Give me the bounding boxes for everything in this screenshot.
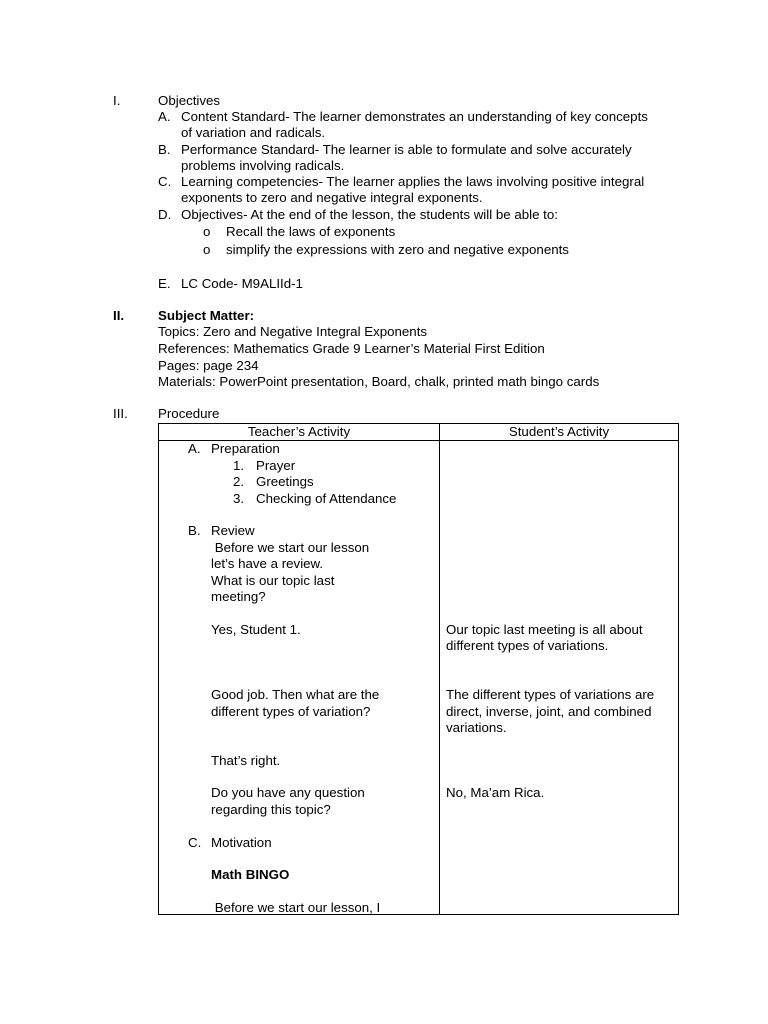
review-text-3: What is our topic last: [211, 573, 335, 588]
performance-standard-line2: problems involving radicals.: [181, 158, 345, 173]
subject-materials: Materials: PowerPoint presentation, Board, chalk, printed math bingo cards: [158, 374, 600, 389]
step-letter-b: B.: [188, 523, 201, 538]
bullet-marker: o: [203, 224, 211, 239]
subject-topics: Topics: Zero and Negative Integral Exponents: [158, 324, 428, 339]
objective-bullet-2: simplify the expressions with zero and negative exponents: [226, 242, 569, 257]
review-text-4: meeting?: [211, 589, 266, 604]
student-answer-2-line3: variations.: [446, 720, 507, 735]
list-letter-e: E.: [158, 276, 171, 291]
math-bingo-title: Math BINGO: [211, 867, 290, 882]
list-letter-d: D.: [158, 207, 172, 222]
review-text-2: let’s have a review.: [211, 556, 324, 571]
number-2: 2.: [233, 474, 245, 489]
list-letter-a: A.: [158, 109, 171, 124]
student-answer-1-line2: different types of variations.: [446, 638, 609, 653]
performance-standard-line1: Performance Standard- The learner is able to formulate and solve accurately: [181, 142, 632, 157]
student-answer-1-line1: Our topic last meeting is all about: [446, 622, 643, 637]
list-letter-b: B.: [158, 142, 171, 157]
student-answer-3: No, Ma’am Rica.: [446, 785, 545, 800]
subject-references: References: Mathematics Grade 9 Learner’s Material First Edition: [158, 341, 545, 356]
teacher-good-job-2: different types of variation?: [211, 704, 371, 719]
review-text-1: Before we start our lesson: [211, 540, 370, 555]
number-3: 3.: [233, 491, 245, 506]
section-numeral-procedure: III.: [113, 406, 128, 421]
content-standard-line1: Content Standard- The learner demonstrates an understanding of key concepts: [181, 109, 648, 124]
teacher-question-1: Do you have any question: [211, 785, 365, 800]
student-answer-2-line1: The different types of variations are: [446, 687, 655, 702]
teacher-activity-cell: [159, 441, 440, 915]
content-standard-line2: of variation and radicals.: [181, 125, 326, 140]
student-answer-2-line2: direct, inverse, joint, and combined: [446, 704, 652, 719]
table-row: [159, 441, 679, 915]
review-label: Review: [211, 523, 255, 538]
learning-competencies-line1: Learning competencies- The learner applies the laws involving positive integral: [181, 174, 645, 189]
preparation-greetings: Greetings: [256, 474, 314, 489]
bullet-marker: o: [203, 242, 211, 257]
objective-bullet-1: Recall the laws of exponents: [226, 224, 396, 239]
teacher-good-job-1: Good job. Then what are the: [211, 687, 380, 702]
teacher-before-lesson: Before we start our lesson, I: [211, 900, 381, 915]
objectives-intro: Objectives- At the end of the lesson, the students will be able to:: [181, 207, 558, 222]
teacher-yes-student1: Yes, Student 1.: [211, 622, 301, 637]
preparation-attendance: Checking of Attendance: [256, 491, 397, 506]
teacher-question-2: regarding this topic?: [211, 802, 331, 817]
section-numeral-subject: II.: [113, 308, 125, 323]
list-letter-c: C.: [158, 174, 172, 189]
learning-competencies-line2: exponents to zero and negative integral exponents.: [181, 190, 483, 205]
procedure-table: [158, 423, 679, 915]
teacher-thats-right: That’s right.: [211, 753, 281, 768]
table-header-row: [159, 424, 679, 441]
preparation-label: Preparation: [211, 441, 280, 456]
number-1: 1.: [233, 458, 245, 473]
step-letter-a: A.: [188, 441, 201, 456]
motivation-label: Motivation: [211, 835, 272, 850]
column-header-student: Student’s Activity: [440, 424, 679, 441]
preparation-prayer: Prayer: [256, 458, 296, 473]
subject-pages: Pages: page 234: [158, 358, 259, 373]
section-heading-objectives: Objectives: [158, 93, 221, 108]
lc-code: LC Code- M9ALIId-1: [181, 276, 303, 291]
student-activity-cell: [440, 441, 679, 915]
column-header-teacher: Teacher’s Activity: [159, 424, 440, 441]
section-heading-procedure: Procedure: [158, 406, 220, 421]
step-letter-c: C.: [188, 835, 202, 850]
section-heading-subject: Subject Matter:: [158, 308, 255, 323]
section-numeral-objectives: I.: [113, 93, 121, 108]
